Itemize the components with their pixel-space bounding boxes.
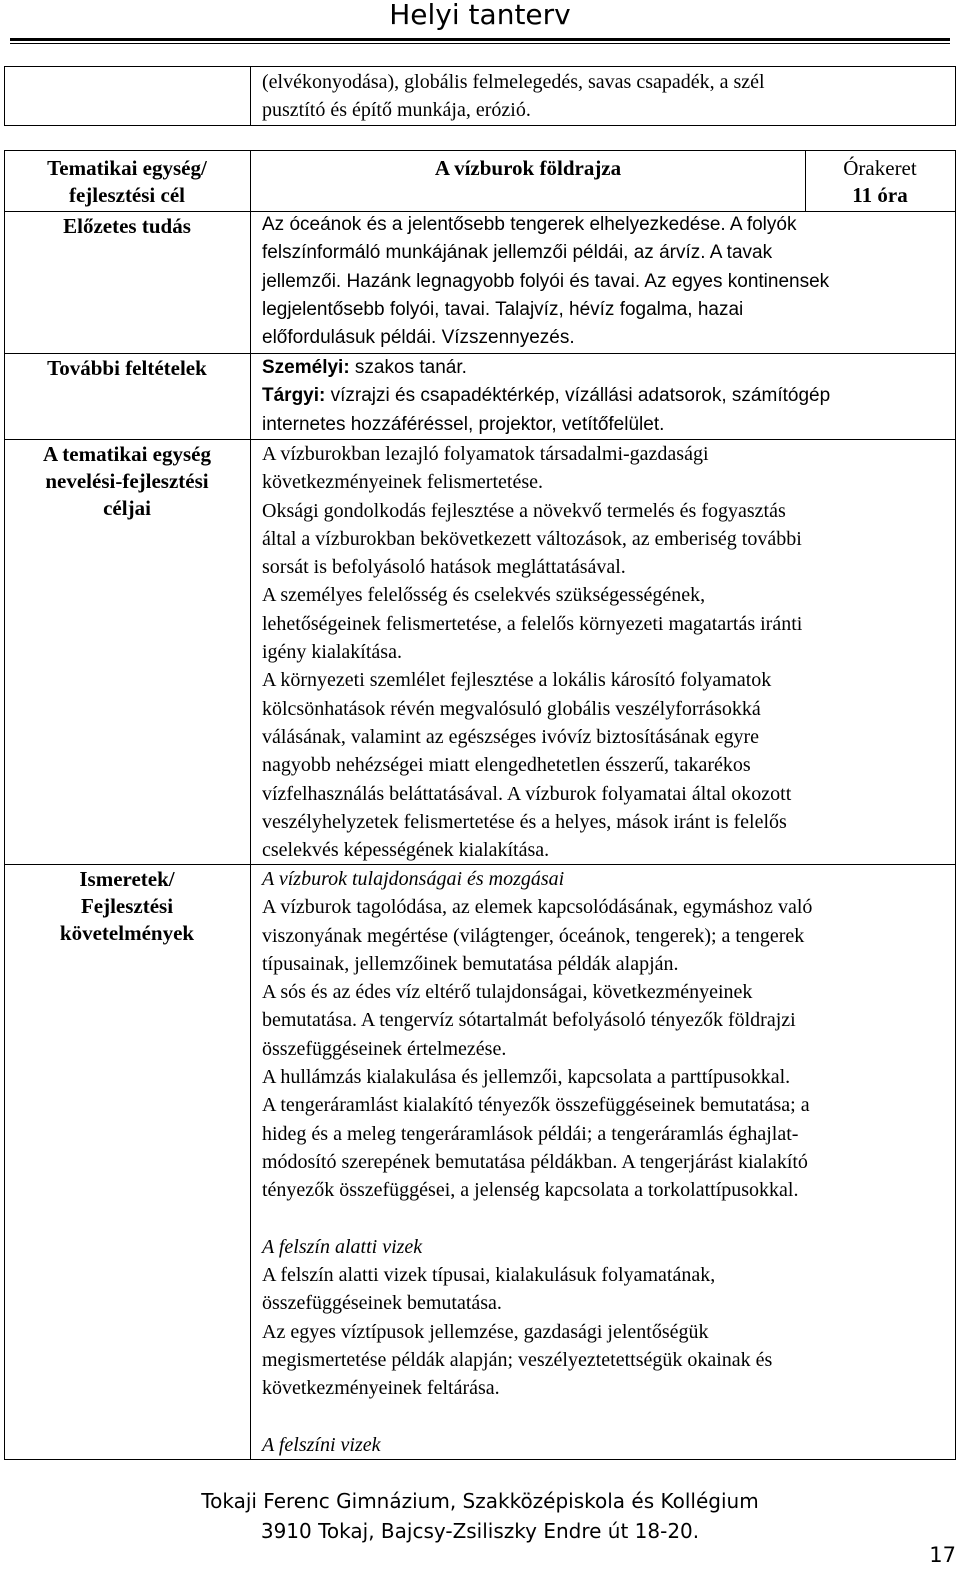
goals-line: A személyes felelősség és cselekvés szükségességének,	[262, 584, 706, 607]
goals-line: következményeinek felismertetése.	[262, 471, 543, 494]
header-rule	[10, 38, 950, 44]
goals-label	[5, 441, 249, 522]
conditions-material-line2: internetes hozzáféréssel, projektor, vetítőfelület.	[262, 413, 665, 435]
footer-address: 3910 Tokaj, Bajcsy-Zsiliszky Endre út 18-20.	[260, 1519, 700, 1543]
prior-knowledge-line: előfordulásuk példái. Vízszennyezés.	[262, 327, 575, 349]
knowledge-line: tényezők összefüggései, a jelenség kapcsolata a torkolattípusokkal.	[262, 1179, 799, 1202]
hours-value: 11 óra	[852, 183, 908, 207]
hours-label: Órakeret	[843, 156, 917, 180]
section-title: A felszíni vizek	[262, 1433, 381, 1456]
goals-line: cselekvés képességének kialakítása.	[262, 839, 550, 862]
prior-knowledge-line: felszínformáló munkájának jellemzői példái, az árvíz. A tavak	[262, 242, 773, 264]
blank-line	[262, 1205, 942, 1233]
goals-line: nagyobb nehézségei miatt elengedhetetlen ésszerű, takarékos	[262, 754, 751, 777]
knowledge-label-line: Fejlesztési	[80, 894, 174, 918]
goals-label-line: nevelési-fejlesztési	[45, 469, 209, 493]
top-row-text	[262, 68, 942, 125]
blank-line	[262, 1403, 942, 1431]
personal-text: szakos tanár.	[349, 357, 467, 378]
unit-label-line: fejlesztési cél	[68, 183, 185, 207]
knowledge-line: A felszín alatti vizek típusai, kialakulásuk folyamatának,	[262, 1264, 716, 1287]
section-title: A felszín alatti vizek	[262, 1235, 423, 1258]
goals-line: A környezeti szemlélet fejlesztése a lokális károsító folyamatok	[262, 669, 772, 692]
goals-line: veszélyhelyzetek felismertetése és a helyes, mások iránt is felelős	[262, 810, 787, 833]
knowledge-line: A hullámzás kialakulása és jellemzői, kapcsolata a parttípusokkal.	[262, 1066, 791, 1089]
knowledge-line: bemutatása. A tengervíz sótartalmát befolyásoló tényezők földrajzi	[262, 1009, 796, 1032]
top-row-line: pusztító és építő munkája, erózió.	[262, 99, 531, 122]
prior-knowledge-line: Az óceánok és a jelentősebb tengerek elhelyezkedése. A folyók	[262, 214, 797, 235]
prior-knowledge-label: Előzetes tudás	[63, 214, 191, 238]
goals-line: lehetőségeinek felismertetése, a felelős környezeti magatartás iránti	[262, 612, 803, 635]
prior-knowledge-line: jellemzői. Hazánk legnagyobb folyói és tavai. Az egyes kontinensek	[262, 270, 830, 292]
goals-label-line: céljai	[103, 496, 151, 520]
knowledge-line: megismertetése példák alapján; veszélyeztetettségük okainak és	[262, 1349, 773, 1372]
conditions-text	[262, 354, 942, 439]
knowledge-line: összefüggéseinek értelmezése.	[262, 1037, 507, 1060]
goals-line: válásának, valamint az egészséges ivóvíz biztosításának egyre	[262, 725, 760, 748]
knowledge-line: következményeinek feltárása.	[262, 1377, 500, 1400]
knowledge-label	[5, 866, 249, 947]
knowledge-line: A tengeráramlást kialakító tényezők összefüggéseinek bemutatása; a	[262, 1094, 810, 1117]
knowledge-line: viszonyának megértése (világtenger, óceánok, tengerek); a tengerek	[262, 924, 805, 947]
hours-cell	[806, 155, 954, 209]
conditions-personal	[262, 354, 942, 382]
knowledge-line: összefüggéseinek bemutatása.	[262, 1292, 502, 1315]
personal-label: Személyi:	[262, 357, 350, 378]
goals-line: által a vízburokban bekövetkezett változások, az emberiség további	[262, 527, 802, 550]
material-text: vízrajzi és csapadéktérkép, vízállási adatsorok, számítógép	[325, 385, 831, 407]
section-title: A vízburok tulajdonságai és mozgásai	[262, 868, 565, 890]
unit-title: A vízburok földrajza	[434, 156, 622, 180]
goals-line: A vízburokban lezajló folyamatok társadalmi-gazdasági	[262, 443, 709, 465]
conditions-material	[262, 382, 942, 410]
knowledge-line: típusainak, jellemzőinek bemutatása példák alapján.	[262, 952, 679, 975]
top-row-line: (elvékonyodása), globális felmelegedés, savas csapadék, a szél	[262, 71, 765, 93]
knowledge-line: A vízburok tagolódása, az elemek kapcsolódásának, egymáshoz való	[262, 896, 813, 919]
footer-school: Tokaji Ferenc Gimnázium, Szakközépiskola és Kollégium	[201, 1489, 759, 1513]
material-label: Tárgyi:	[262, 385, 326, 407]
knowledge-line: A sós és az édes víz eltérő tulajdonságai, következményeinek	[262, 981, 753, 1004]
goals-text	[262, 440, 942, 864]
page-number: 17	[929, 1543, 956, 1567]
unit-label-line: Tematikai egység/	[47, 156, 207, 180]
knowledge-line: módosító szerepének bemutatása példákban. A tengerjárást kialakító	[262, 1150, 808, 1173]
conditions-label: További feltételek	[47, 356, 207, 380]
knowledge-line: hideg és a meleg tengeráramlások példái; a tengeráramlás éghajlat-	[262, 1122, 799, 1145]
prior-knowledge-text	[262, 211, 942, 352]
knowledge-text	[262, 865, 942, 1459]
unit-table-column-divider	[250, 150, 251, 1460]
page-header-title: Helyi tanterv	[389, 0, 571, 31]
goals-line: vízfelhasználás beláttatásával. A vízburok folyamatai által okozott	[262, 782, 792, 805]
knowledge-label-line: Ismeretek/	[79, 867, 175, 891]
goals-line: igény kialakítása.	[262, 641, 402, 664]
goals-line: kölcsönhatások révén megvalósuló globális veszélyforrásokká	[262, 697, 761, 720]
knowledge-label-line: követelmények	[59, 921, 195, 945]
goals-line: Oksági gondolkodás fejlesztése a növekvő termelés és fogyasztás	[262, 499, 786, 522]
knowledge-line: Az egyes víztípusok jellemzése, gazdasági jelentőségük	[262, 1320, 709, 1343]
goals-label-line: A tematikai egység	[43, 442, 211, 466]
top-table-divider	[250, 66, 251, 126]
unit-label	[5, 155, 249, 209]
prior-knowledge-line: legjelentősebb folyói, tavai. Talajvíz, hévíz fogalma, hazai	[262, 298, 744, 320]
footer	[0, 1486, 960, 1546]
goals-line: sorsát is befolyásoló hatások megláttatásával.	[262, 556, 626, 579]
